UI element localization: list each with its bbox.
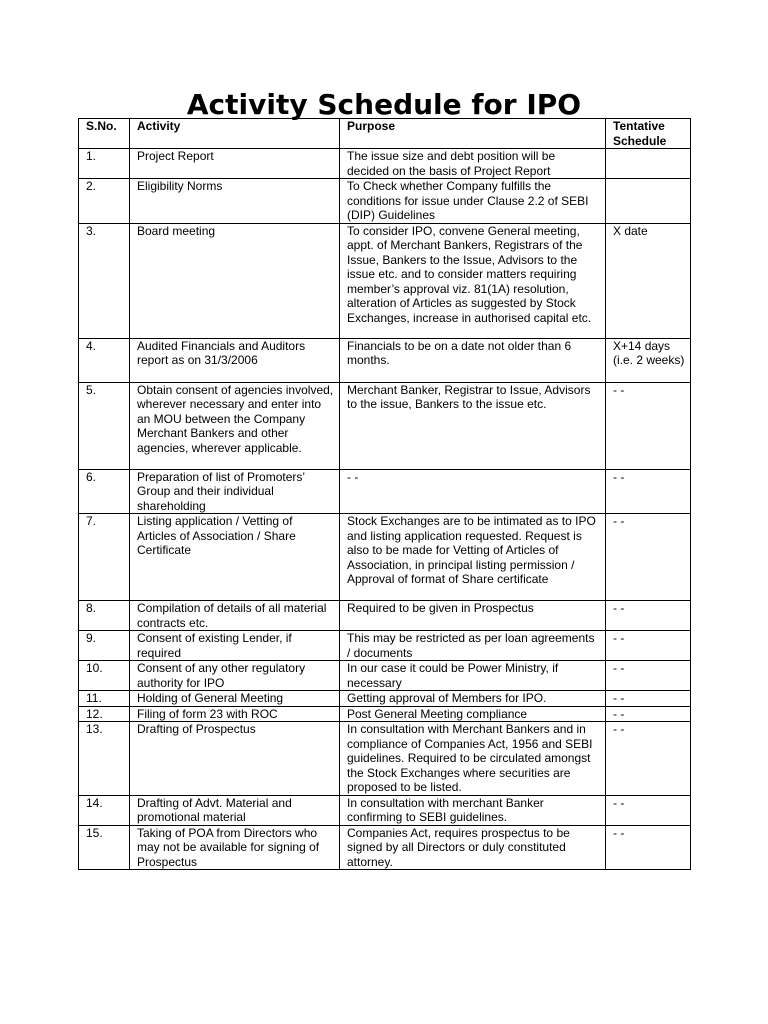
- cell-purpose: In our case it could be Power Ministry, if necessary: [340, 661, 606, 691]
- cell-activity: Taking of POA from Directors who may not be available for signing of Prospectus: [130, 825, 340, 870]
- cell-schedule: - -: [606, 691, 691, 707]
- cell-schedule: - -: [606, 825, 691, 870]
- cell-sno: 7.: [79, 514, 130, 601]
- cell-sno: 12.: [79, 706, 130, 722]
- table-row: [79, 382, 691, 469]
- cell-purpose: - -: [340, 469, 606, 514]
- table-row: [79, 149, 691, 179]
- header-activity: Activity: [130, 119, 340, 149]
- header-purpose: Purpose: [340, 119, 606, 149]
- cell-schedule: - -: [606, 514, 691, 601]
- table-row: [79, 661, 691, 691]
- table-body: [79, 149, 691, 870]
- cell-activity: Preparation of list of Promoters’ Group and their individual shareholding: [130, 469, 340, 514]
- cell-schedule: X+14 days (i.e. 2 weeks): [606, 338, 691, 382]
- cell-sno: 10.: [79, 661, 130, 691]
- cell-activity: Listing application / Vetting of Articles of Association / Share Certificate: [130, 514, 340, 601]
- cell-sno: 2.: [79, 179, 130, 224]
- cell-schedule: - -: [606, 469, 691, 514]
- table-row: [79, 795, 691, 825]
- cell-sno: 6.: [79, 469, 130, 514]
- cell-purpose: In consultation with Merchant Bankers and in compliance of Companies Act, 1956 and SEBI guidelines. Required to be circulated amongst the Stock Exchanges where securities are proposed to be listed.: [340, 722, 606, 796]
- cell-sno: 13.: [79, 722, 130, 796]
- cell-activity: Holding of General Meeting: [130, 691, 340, 707]
- cell-purpose: The issue size and debt position will be decided on the basis of Project Report: [340, 149, 606, 179]
- table-row: [79, 514, 691, 601]
- table-row: [79, 631, 691, 661]
- cell-sno: 3.: [79, 223, 130, 338]
- cell-activity: Drafting of Advt. Material and promotional material: [130, 795, 340, 825]
- cell-sno: 11.: [79, 691, 130, 707]
- cell-purpose: In consultation with merchant Banker confirming to SEBI guidelines.: [340, 795, 606, 825]
- cell-sno: 8.: [79, 601, 130, 631]
- cell-activity: Project Report: [130, 149, 340, 179]
- cell-schedule: - -: [606, 601, 691, 631]
- cell-activity: Filing of form 23 with ROC: [130, 706, 340, 722]
- table-row: [79, 691, 691, 707]
- table-row: [79, 825, 691, 870]
- cell-purpose: Stock Exchanges are to be intimated as to IPO and listing application requested. Request is also to be made for Vetting of Articles of Association, in principal listing permission / Approval of format of Share certificate: [340, 514, 606, 601]
- activity-schedule-table: [78, 118, 691, 870]
- table-row: [79, 223, 691, 338]
- table-row: [79, 601, 691, 631]
- cell-purpose: Post General Meeting compliance: [340, 706, 606, 722]
- cell-activity: Compilation of details of all material contracts etc.: [130, 601, 340, 631]
- cell-activity: Consent of existing Lender, if required: [130, 631, 340, 661]
- header-tentative-schedule: Tentative Schedule: [606, 119, 691, 149]
- cell-sno: 9.: [79, 631, 130, 661]
- table-header-row: [79, 119, 691, 149]
- cell-schedule: - -: [606, 382, 691, 469]
- cell-purpose: To consider IPO, convene General meeting, appt. of Merchant Bankers, Registrars of the Issue, Bankers to the Issue, Advisors to the issue etc. and to consider matters requiring member’s approval viz. 81(1A) resolution, alteration of Articles as suggested by Stock Exchanges, increase in authorised capital etc.: [340, 223, 606, 338]
- cell-activity: Drafting of Prospectus: [130, 722, 340, 796]
- cell-schedule: X date: [606, 223, 691, 338]
- page-title: Activity Schedule for IPO: [186, 88, 582, 121]
- cell-activity: Board meeting: [130, 223, 340, 338]
- header-sno: S.No.: [79, 119, 130, 149]
- cell-schedule: - -: [606, 706, 691, 722]
- table-row: [79, 469, 691, 514]
- cell-schedule: [606, 149, 691, 179]
- cell-sno: 4.: [79, 338, 130, 382]
- cell-purpose: Merchant Banker, Registrar to Issue, Advisors to the issue, Bankers to the issue etc.: [340, 382, 606, 469]
- cell-purpose: To Check whether Company fulfills the conditions for issue under Clause 2.2 of SEBI (DIP) Guidelines: [340, 179, 606, 224]
- cell-schedule: - -: [606, 631, 691, 661]
- table-row: [79, 722, 691, 796]
- cell-schedule: - -: [606, 795, 691, 825]
- cell-purpose: Getting approval of Members for IPO.: [340, 691, 606, 707]
- table-row: [79, 179, 691, 224]
- cell-purpose: Financials to be on a date not older than 6 months.: [340, 338, 606, 382]
- cell-sno: 14.: [79, 795, 130, 825]
- cell-activity: Obtain consent of agencies involved, wherever necessary and enter into an MOU between the Company Merchant Bankers and other agencies, wherever applicable.: [130, 382, 340, 469]
- cell-purpose: Required to be given in Prospectus: [340, 601, 606, 631]
- cell-activity: Consent of any other regulatory authority for IPO: [130, 661, 340, 691]
- table-row: [79, 706, 691, 722]
- cell-schedule: - -: [606, 722, 691, 796]
- cell-activity: Eligibility Norms: [130, 179, 340, 224]
- cell-activity: Audited Financials and Auditors report as on 31/3/2006: [130, 338, 340, 382]
- cell-sno: 15.: [79, 825, 130, 870]
- cell-purpose: This may be restricted as per loan agreements / documents: [340, 631, 606, 661]
- table-row: [79, 338, 691, 382]
- cell-sno: 5.: [79, 382, 130, 469]
- cell-sno: 1.: [79, 149, 130, 179]
- cell-schedule: - -: [606, 661, 691, 691]
- cell-purpose: Companies Act, requires prospectus to be signed by all Directors or duly constituted attorney.: [340, 825, 606, 870]
- cell-schedule: [606, 179, 691, 224]
